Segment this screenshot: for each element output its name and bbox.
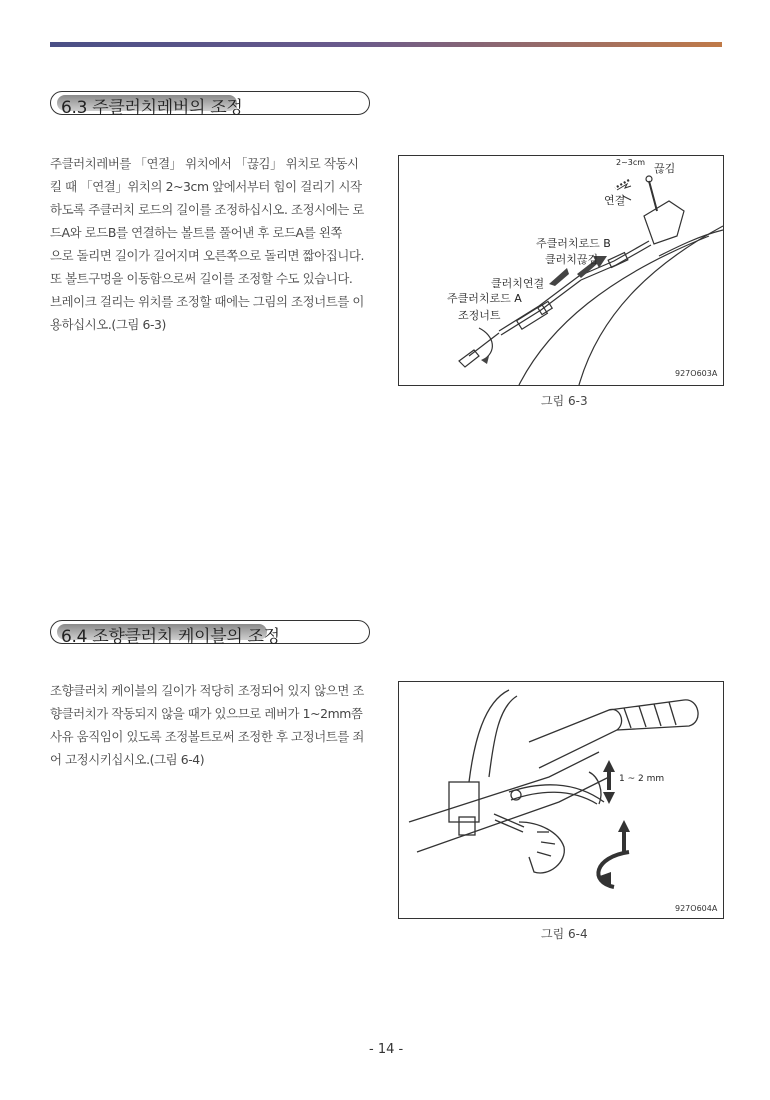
figure-caption-6-3: 그림 6-3	[541, 394, 588, 408]
clutch-lever-illustration	[399, 156, 723, 385]
section-title-text: 6.4 조향클러치 케이블의 조정	[61, 627, 280, 647]
label-off: 끊김	[654, 162, 676, 175]
body-line: 드A와 로드B를 연결하는 볼트를 풀어낸 후 로드A를 왼쪽	[50, 225, 342, 240]
label-on: 연결	[604, 194, 626, 207]
label-clutch-off: 클러치끊김	[545, 253, 599, 266]
body-line: 또 볼트구멍을 이동함으로써 길이를 조정할 수도 있습니다.	[50, 271, 353, 286]
figure-6-4	[398, 681, 724, 919]
body-line: 하도록 주클러치 로드의 길이를 조정하십시오. 조정시에는 로	[50, 202, 365, 217]
body-line: 킬 때 「연결」위치의 2~3cm 앞에서부터 힘이 걸리기 시작	[50, 179, 362, 194]
label-rod-b: 주클러치로드 B	[536, 237, 611, 250]
section-title-text: 6.3 주클러치레버의 조정	[61, 98, 243, 118]
body-line: 어 고정시키십시오.(그림 6-4)	[50, 752, 205, 767]
label-clutch-on: 클러치연결	[491, 277, 545, 290]
figure-code: 927O603A	[675, 369, 718, 378]
header-rule	[50, 42, 722, 47]
section-6-4-body	[50, 679, 376, 771]
body-line: 용하십시오.(그림 6-3)	[50, 317, 166, 332]
body-line: 사유 움직임이 있도록 조정볼트로써 조정한 후 고정너트를 죄	[50, 729, 365, 744]
figure-code: 927O604A	[675, 904, 718, 913]
body-line: 브레이크 걸리는 위치를 조정할 때에는 그림의 조정너트를 이	[50, 294, 365, 309]
figure-caption-6-4: 그림 6-4	[541, 927, 588, 941]
body-line: 주클러치레버를 「연결」 위치에서 「끊김」 위치로 작동시	[50, 156, 359, 171]
label-nut: 조정너트	[458, 309, 501, 322]
section-6-3-body	[50, 152, 376, 336]
label-play: 1 ~ 2 mm	[619, 774, 665, 784]
body-line: 향클러치가 작동되지 않을 때가 있으므로 레버가 1~2mm쯤	[50, 706, 363, 721]
label-distance: 2~3cm	[616, 158, 646, 167]
figure-6-3	[398, 155, 724, 386]
label-rod-a: 주클러치로드 A	[447, 292, 522, 305]
body-line: 조향클러치 케이블의 길이가 적당히 조정되어 있지 않으면 조	[50, 683, 365, 698]
page-number: - 14 -	[369, 1042, 404, 1057]
body-line: 으로 돌리면 길이가 길어지며 오른쪽으로 돌리면 짧아집니다.	[50, 248, 365, 263]
section-title-6-4	[50, 620, 370, 647]
steering-clutch-illustration	[399, 682, 723, 918]
section-title-6-3	[50, 91, 370, 118]
